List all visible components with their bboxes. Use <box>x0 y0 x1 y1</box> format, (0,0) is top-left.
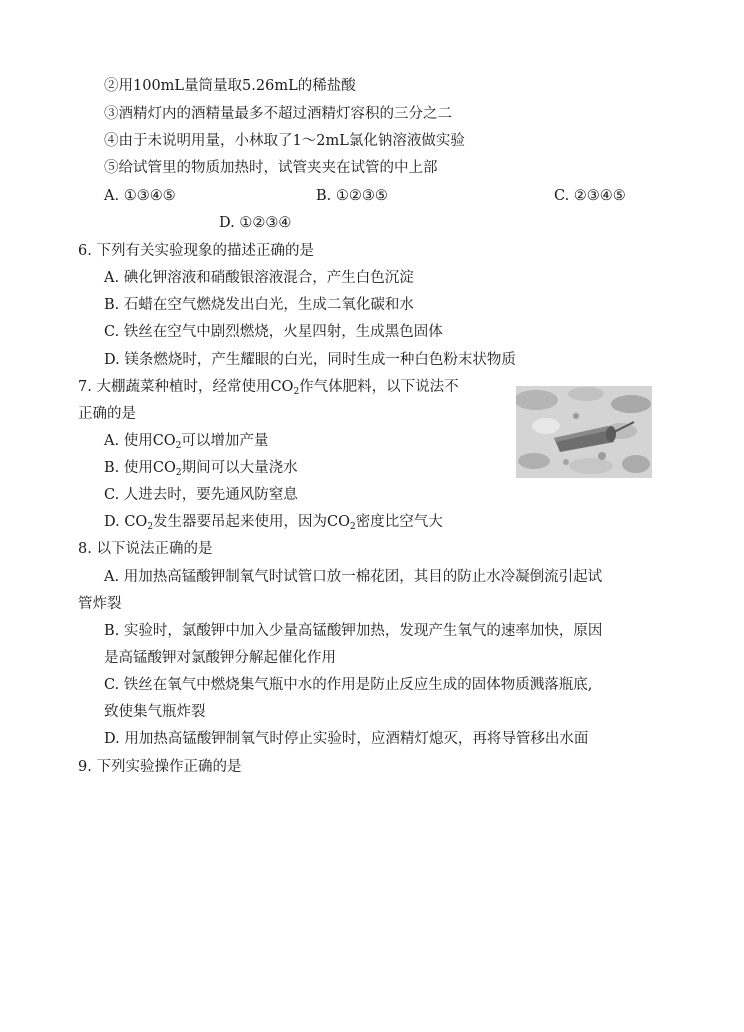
q8-option-b-line2: 是高锰酸钾对氯酸钾分解起催化作用 <box>104 650 336 666</box>
q7-stem-part2: 作气体肥料，以下说法不 <box>299 379 459 395</box>
q8-option-a-line1: A. 用加热高锰酸钾制氧气时试管口放一棉花团，其目的防止水冷凝倒流引起试 <box>104 569 603 585</box>
q6-option-d: D. 镁条燃烧时，产生耀眼的白光，同时生成一种白色粉末状物质 <box>104 352 516 368</box>
q5-option-c: C. ②③④⑤ <box>554 188 626 204</box>
q6-option-b: B. 石蜡在空气燃烧发出白光，生成二氧化碳和水 <box>104 297 414 313</box>
q6-option-c: C. 铁丝在空气中剧烈燃烧，火星四射，生成黑色固体 <box>104 324 443 340</box>
q9-stem: 9. 下列实验操作正确的是 <box>78 759 242 775</box>
q6-option-a: A. 碘化钾溶液和硝酸银溶液混合，产生白色沉淀 <box>104 270 414 286</box>
q5-option-a: A. ①③④⑤ <box>104 188 176 204</box>
q7-stem-line2: 正确的是 <box>78 406 136 422</box>
q6-stem: 6. 下列有关实验现象的描述正确的是 <box>78 243 314 259</box>
q8-option-b-line1: B. 实验时，氯酸钾中加入少量高锰酸钾加热，发现产生氧气的速率加快，原因 <box>104 623 603 639</box>
q7-option-a <box>104 431 268 456</box>
q7-a-pre: A. 使用CO <box>104 433 176 449</box>
q7-stem-line1 <box>78 377 459 402</box>
q7-b-post: 期间可以大量浇水 <box>181 460 298 476</box>
subscript-2: 2 <box>175 468 182 478</box>
q5-option-b: B. ①②③⑤ <box>316 188 388 204</box>
q7-option-d <box>104 512 443 537</box>
q7-b-pre: B. 使用CO <box>104 460 176 476</box>
statement-5: ⑤给试管里的物质加热时，试管夹夹在试管的中上部 <box>104 160 438 176</box>
q8-stem: 8. 以下说法正确的是 <box>78 541 213 557</box>
q7-option-c: C. 人进去时，要先通风防窒息 <box>104 487 298 503</box>
q5-option-d: D. ①②③④ <box>219 215 292 231</box>
q8-option-a-line2: 管炸裂 <box>78 596 122 612</box>
statement-4: ④由于未说明用量，小林取了1～2mL氯化钠溶液做实验 <box>104 133 465 149</box>
q8-option-c-line1: C. 铁丝在氧气中燃烧集气瓶中水的作用是防止反应生成的固体物质溅落瓶底, <box>104 677 593 693</box>
q7-d-pre: D. CO <box>104 514 148 530</box>
subscript-2: 2 <box>293 387 300 397</box>
statement-2: ②用100mL量筒量取5.26mL的稀盐酸 <box>104 78 356 94</box>
q7-stem-part1: 7. 大棚蔬菜种植时，经常使用CO <box>78 379 294 395</box>
q8-option-d: D. 用加热高锰酸钾制氧气时停止实验时，应酒精灯熄灭，再将导管移出水面 <box>104 731 589 747</box>
subscript-2: 2 <box>147 522 154 532</box>
greenhouse-co2-generator-photo <box>516 386 652 478</box>
q8-option-c-line2: 致使集气瓶炸裂 <box>104 704 206 720</box>
q7-d-mid: 发生器要吊起来使用，因为CO <box>153 514 351 530</box>
q7-d-post: 密度比空气大 <box>355 514 443 530</box>
photo-illustration <box>516 386 652 478</box>
q7-option-b <box>104 458 298 483</box>
subscript-2: 2 <box>350 522 356 532</box>
q7-a-post: 可以增加产量 <box>181 433 269 449</box>
subscript-2: 2 <box>175 441 182 451</box>
statement-3: ③酒精灯内的酒精量最多不超过酒精灯容积的三分之二 <box>104 106 452 122</box>
